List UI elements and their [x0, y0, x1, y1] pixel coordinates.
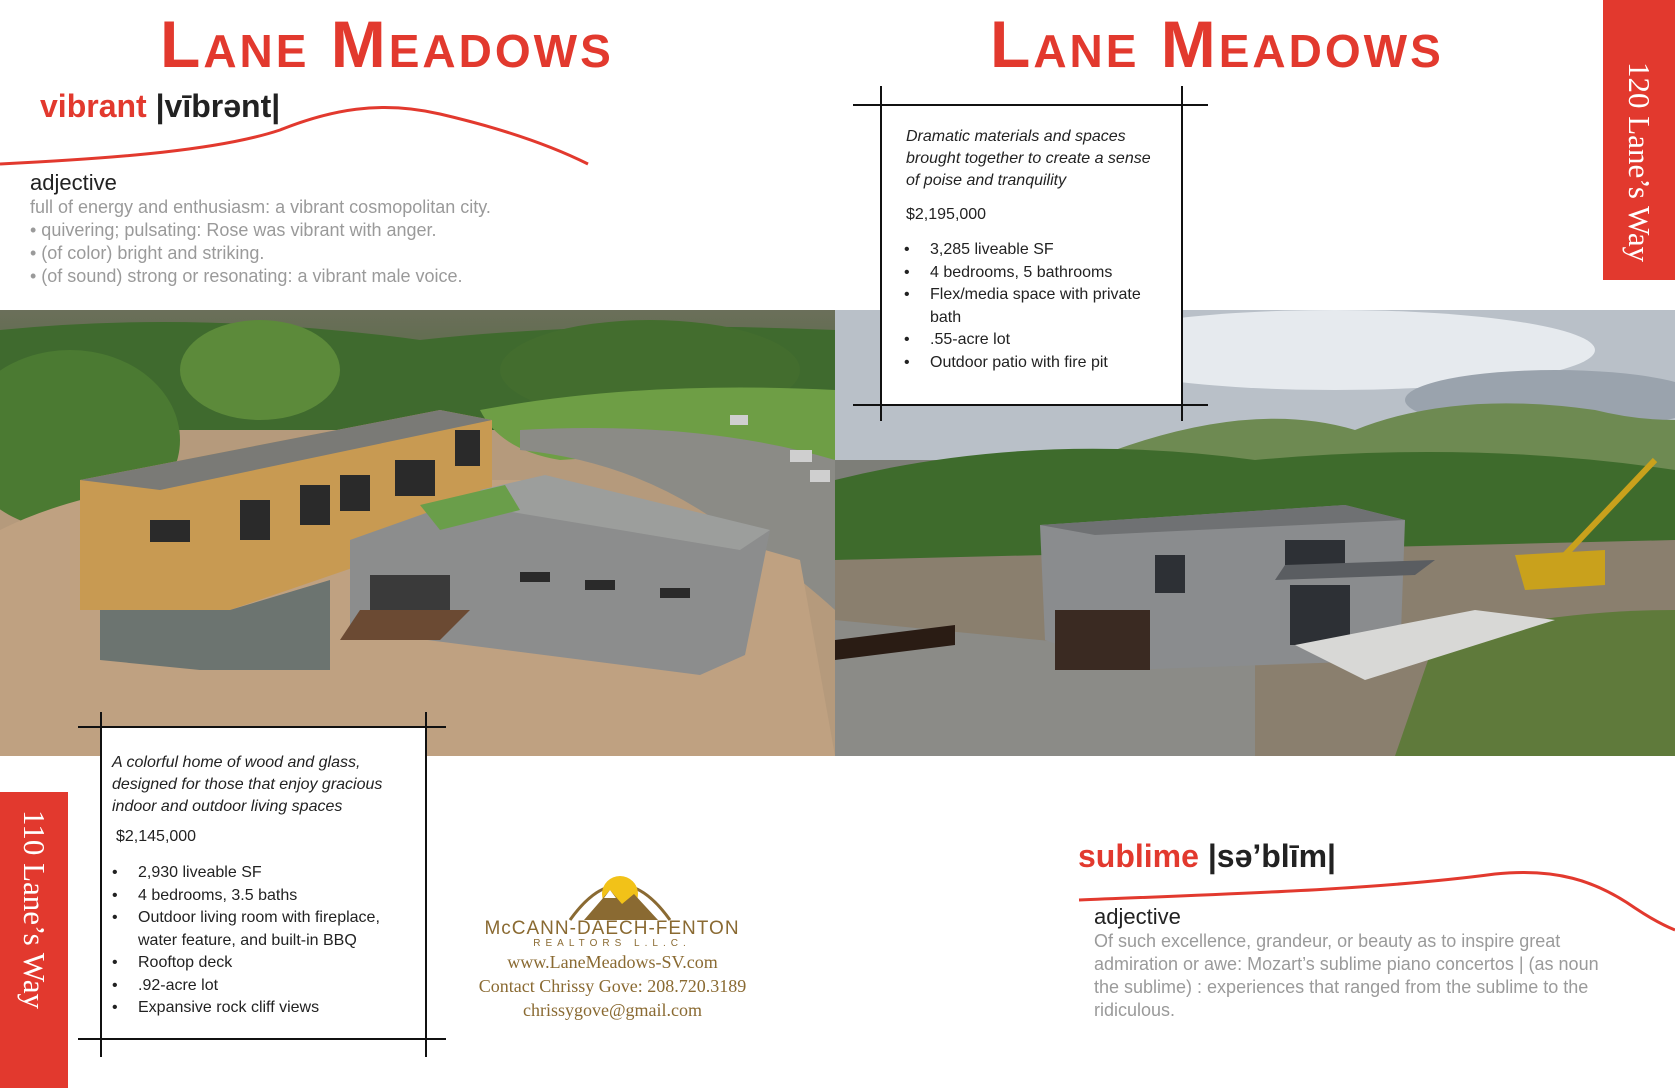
agency-website-link[interactable]: www.LaneMeadows-SV.com	[507, 952, 718, 972]
list-item: • 4 bedrooms, 3.5 baths	[112, 885, 417, 908]
right-feature-list	[904, 239, 1174, 374]
left-listing-lead: A colorful home of wood and glass, designed for those that enjoy gracious indoor and outdoor living spaces	[112, 754, 383, 815]
list-item: • 4 bedrooms, 5 bathrooms	[904, 262, 1174, 285]
agency-contact	[440, 950, 785, 1022]
right-listing-price: $2,195,000	[906, 206, 987, 223]
list-item: • 3,285 liveable SF	[904, 239, 1174, 262]
agency-phone: Contact Chrissy Gove: 208.720.3189	[478, 976, 747, 996]
left-definition-line: • quivering; pulsating: Rose was vibrant with anger.	[30, 220, 437, 240]
left-pronunciation: |vībrənt|	[155, 88, 281, 124]
mountain-sun-logo-icon	[560, 860, 680, 922]
left-part-of-speech: adjective	[30, 170, 117, 195]
agency-name: McCANN-DAECH-FENTON	[484, 918, 740, 939]
crop-mark	[78, 726, 446, 728]
crop-mark	[880, 86, 882, 421]
agency-subtitle: REALTORS L.L.C.	[533, 938, 691, 949]
list-item: • Flex/media space with private bath	[904, 284, 1174, 329]
list-item: • Outdoor living room with fireplace, water feature, and built-in BBQ	[112, 907, 417, 952]
left-title: Lane Meadows	[160, 7, 614, 81]
crop-mark	[853, 104, 1208, 106]
left-definition-line: • (of color) bright and striking.	[30, 243, 265, 263]
left-swoosh-line	[0, 90, 600, 180]
left-house-photo	[0, 310, 835, 756]
right-definition-line: Of such excellence, grandeur, or beauty as to inspire great	[1094, 931, 1561, 951]
left-word: vibrant	[40, 88, 147, 124]
left-feature-list	[112, 862, 417, 1020]
list-item: • .92-acre lot	[112, 975, 417, 998]
right-definition-line: ridiculous.	[1094, 1000, 1176, 1020]
right-address: 120 Lane’s Way	[1622, 62, 1657, 263]
left-definition-line: full of energy and enthusiasm: a vibrant cosmopolitan city.	[30, 197, 491, 217]
right-address-bar	[1603, 0, 1675, 280]
right-definition-line: admiration or awe: Mozart’s sublime piano concertos | (as noun	[1094, 954, 1599, 974]
list-item: • Rooftop deck	[112, 952, 417, 975]
left-address-bar	[0, 792, 68, 1088]
left-definition-line: • (of sound) strong or resonating: a vibrant male voice.	[30, 266, 463, 286]
crop-mark	[78, 1038, 446, 1040]
right-listing-lead: Dramatic materials and spaces brought together to create a sense of poise and tranquility	[906, 128, 1151, 189]
list-item: • Outdoor patio with fire pit	[904, 352, 1174, 375]
right-definition	[1094, 930, 1599, 1022]
left-address: 110 Lane’s Way	[17, 810, 52, 1009]
left-definition	[30, 196, 491, 288]
agency-email-link[interactable]: chrissygove@gmail.com	[522, 1000, 703, 1020]
list-item: • Expansive rock cliff views	[112, 997, 417, 1020]
crop-mark	[425, 712, 427, 1057]
crop-mark	[1181, 86, 1183, 421]
left-listing-price: $2,145,000	[116, 828, 197, 845]
right-definition-line: the sublime) : experiences that ranged from the sublime to the	[1094, 977, 1589, 997]
list-item: • .55-acre lot	[904, 329, 1174, 352]
crop-mark	[100, 712, 102, 1057]
right-part-of-speech: adjective	[1094, 904, 1181, 929]
right-word: sublime	[1078, 838, 1199, 874]
right-title: Lane Meadows	[990, 7, 1444, 81]
right-pronunciation: |sə’blīm|	[1207, 838, 1336, 874]
crop-mark	[853, 404, 1208, 406]
list-item: • 2,930 liveable SF	[112, 862, 417, 885]
